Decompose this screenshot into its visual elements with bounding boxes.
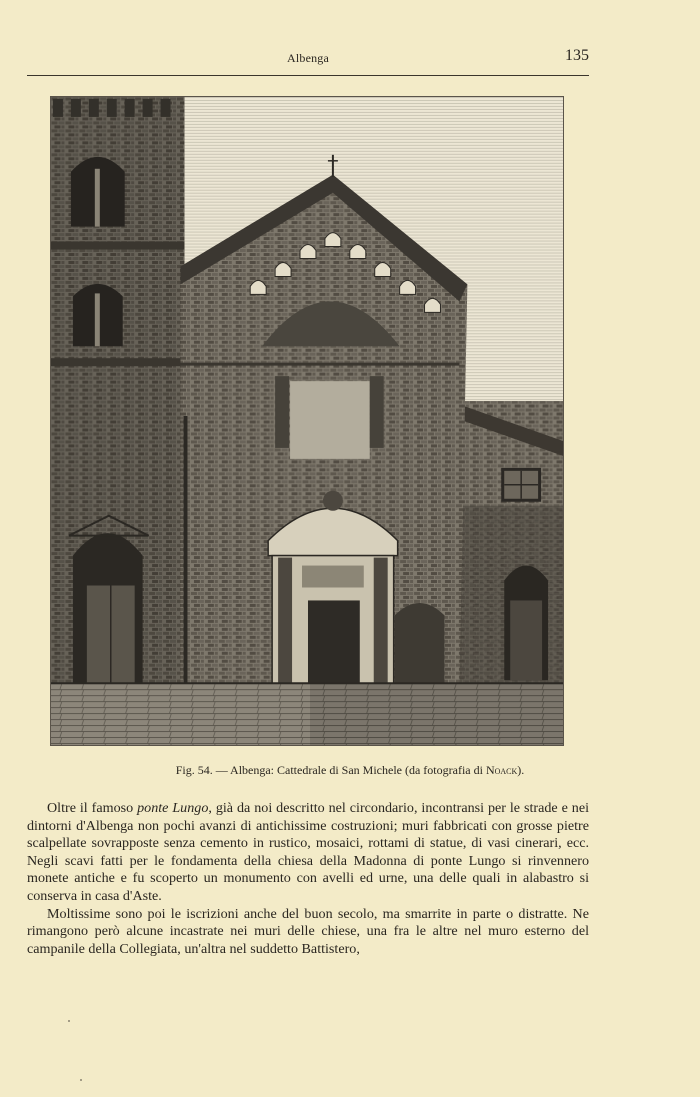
- paragraph-1-italic: ponte Lungo: [137, 800, 209, 816]
- cathedral-engraving: [50, 96, 564, 746]
- running-title: Albenga: [286, 51, 330, 65]
- caption-text: Fig. 54. — Albenga: Cattedrale di San Michele (da fotografia di: [175, 763, 486, 777]
- engraving-illustration: [51, 97, 563, 745]
- stray-ink-dot: [68, 1020, 70, 1022]
- body-text: [27, 800, 589, 958]
- page-number: 135: [565, 47, 589, 64]
- caption-end: ).: [517, 763, 525, 777]
- paragraph-1: [27, 800, 589, 906]
- stray-ink-dot: [80, 1079, 82, 1081]
- paragraph-1-start: Oltre il famoso: [47, 800, 138, 816]
- caption-author: Noack: [485, 763, 518, 777]
- paragraph-2: Moltissime sono poi le iscrizioni anche del buon secolo, ma smarrite in parte o distratte. Ne rimangono però alcune incastrate nei muri delle chiese, una fra le altre nel muro esterno del campanile della Collegiata, un'altra nel suddetto Battistero,: [27, 905, 589, 957]
- header-rule: [27, 75, 589, 76]
- paragraph-1-rest: , già da noi descritto nel circondario, incontransi per le strade e nei dintorni d'Albenga non pochi avanzi di antichissime costruzioni; muri fabbricati con grosse pietre scalpellate sovrapposte senza cemento in rustico, mosaici, rottami di statue, di vasi cinerari, ecc. Negli scavi fatti per le fondamenta della chiesa della Madonna di ponte Lungo si rinvennero monete antiche e fu scoperto un monumento con avelli ed urne, una delle quali in alabastro si conserva in casa d'Aste.: [27, 800, 589, 904]
- figure-caption: [40, 763, 660, 778]
- running-head: [27, 46, 589, 74]
